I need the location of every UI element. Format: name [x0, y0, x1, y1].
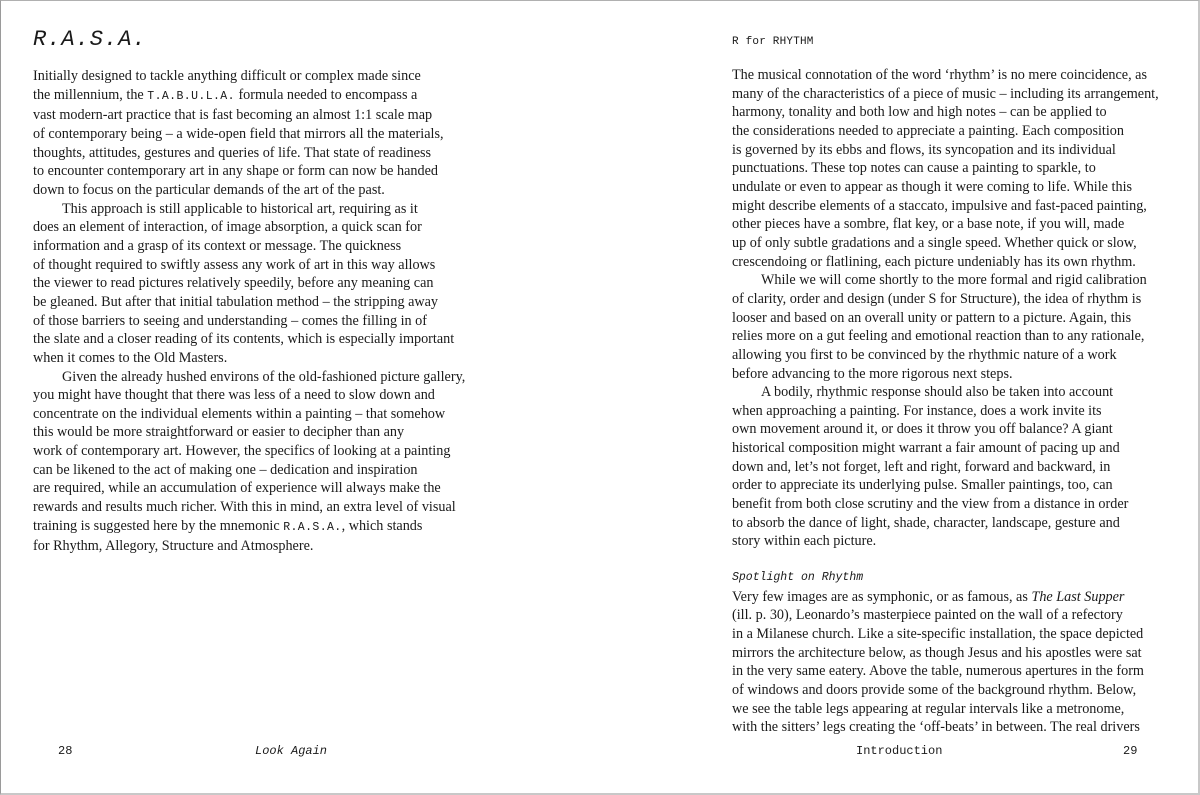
paragraph: [732, 66, 1164, 271]
text-line: the considerations needed to appreciate a painting. Each composition: [732, 122, 1124, 139]
text-line: looser and based on an overall unity or pattern to a picture. Again, this: [732, 309, 1132, 326]
text-line: be gleaned. But after that initial tabulation method – the stripping away: [33, 293, 439, 310]
page-number-right: 29: [1123, 744, 1138, 758]
text-line: concentrate on the individual elements within a painting – that somehow: [33, 405, 446, 422]
text-line: Very few images are as symphonic, or as famous, as The Last Supper: [732, 588, 1125, 605]
text-line: While we will come shortly to the more formal and rigid calibration: [761, 272, 1147, 289]
text-line: we see the table legs appearing at regular intervals like a metronome,: [732, 700, 1125, 717]
text-line: A bodily, rhythmic response should also be taken into account: [761, 384, 1114, 401]
text-line: in the very same eatery. Above the table, numerous apertures in the form: [732, 663, 1144, 680]
text-line: to encounter contemporary art in any shape or form can now be handed: [33, 163, 438, 180]
right-page: [601, 1, 1199, 794]
section-label: R for RHYTHM: [732, 36, 814, 48]
text-line: in a Milanese church. Like a site-specific installation, the space depicted: [732, 626, 1144, 643]
text-line: many of the characteristics of a piece of music – including its arrangement,: [732, 85, 1159, 102]
text-line: This approach is still applicable to historical art, requiring as it: [62, 200, 418, 217]
text-line: this would be more straightforward or easier to decipher than any: [33, 424, 405, 441]
text-line: of contemporary being – a wide-open field that mirrors all the materials,: [33, 125, 444, 142]
left-page-body: [33, 67, 473, 556]
mnemonic-acronym: T.A.B.U.L.A.: [147, 89, 235, 103]
text-line: can be likened to the act of making one – dedication and inspiration: [33, 461, 418, 478]
text-line: information and a grasp of its context or message. The quickness: [33, 237, 402, 254]
text-line: order to appreciate its underlying pulse. Smaller paintings, too, can: [732, 477, 1113, 494]
text-line: before advancing to the more rigorous next steps.: [732, 365, 1013, 382]
chapter-title: R.A.S.A.: [33, 27, 147, 52]
text-line: story within each picture.: [732, 533, 877, 550]
text-line: the slate and a closer reading of its contents, which is especially important: [33, 331, 455, 348]
text-line: Given the already hushed environs of the old-fashioned picture gallery,: [62, 368, 466, 385]
text-line: rewards and results much richer. With this in mind, an extra level of visual: [33, 499, 456, 516]
text-line: might describe elements of a staccato, impulsive and fast-paced painting,: [732, 197, 1147, 214]
text-line: of clarity, order and design (under S for Structure), the idea of rhythm is: [732, 290, 1142, 307]
paragraph: [33, 200, 473, 368]
text-line: of windows and doors provide some of the background rhythm. Below,: [732, 682, 1137, 698]
paragraph: [732, 383, 1164, 551]
text-line: harmony, tonality and both low and high notes – can be applied to: [732, 104, 1107, 121]
text-line: to absorb the dance of light, shade, character, landscape, gesture and: [732, 514, 1120, 531]
mnemonic-acronym: R.A.S.A.: [283, 520, 342, 534]
text-line: of thought required to swiftly assess any work of art in this way allows: [33, 256, 436, 273]
page-number-left: 28: [58, 744, 73, 758]
text-line: thoughts, attitudes, gestures and queries of life. That state of readiness: [33, 144, 432, 161]
text-line: mirrors the architecture below, as though Jesus and his apostles were sat: [732, 644, 1142, 661]
text-line: Initially designed to tackle anything difficult or complex made since: [33, 68, 421, 84]
text-line: relies more on a gut feeling and emotional reaction than to any rationale,: [732, 328, 1145, 345]
right-page-body: [732, 66, 1164, 737]
text-line: (ill. p. 30), Leonardo’s masterpiece painted on the wall of a refectory: [732, 607, 1123, 624]
text-line: vast modern-art practice that is fast becoming an almost 1:1 scale map: [33, 107, 433, 124]
running-head-chapter: Introduction: [856, 744, 943, 758]
artwork-title: The Last Supper: [1031, 588, 1125, 605]
text-line: work of contemporary art. However, the specifics of looking at a painting: [33, 443, 451, 460]
spotlight-heading: Spotlight on Rhythm: [732, 571, 864, 585]
paragraph: [33, 67, 473, 200]
text-line: training is suggested here by the mnemonic R.A.S.A., which stands: [33, 517, 423, 534]
text-line: The musical connotation of the word ‘rhythm’ is no mere coincidence, as: [732, 67, 1147, 83]
text-line: are required, while an accumulation of experience will always make the: [33, 480, 441, 497]
running-head-book-title: Look Again: [255, 744, 328, 758]
text-line: historical composition might warrant a fair amount of pacing up and: [732, 440, 1120, 457]
text-line: crescendoing or flatlining, each picture undeniably has its own rhythm.: [732, 253, 1136, 270]
text-line: down to focus on the particular demands of the art of the past.: [33, 181, 385, 198]
text-line: does an element of interaction, of image absorption, a quick scan for: [33, 219, 422, 236]
text-line: you might have thought that there was less of a need to slow down and: [33, 387, 435, 404]
spotlight-paragraph: [732, 588, 1164, 737]
text-line: undulate or even to appear as though it were coming to life. While this: [732, 178, 1133, 195]
paragraph: [33, 368, 473, 557]
text-line: when approaching a painting. For instance, does a work invite its: [732, 402, 1102, 419]
text-line: of those barriers to seeing and understanding – comes the filling in of: [33, 312, 428, 329]
text-line: allowing you first to be convinced by the rhythmic nature of a work: [732, 346, 1117, 363]
text-line: with the sitters’ legs creating the ‘off-beats’ in between. The real drivers: [732, 719, 1140, 736]
text-line: up of only subtle gradations and a single speed. Whether quick or slow,: [732, 234, 1137, 251]
text-line: other pieces have a sombre, flat key, or a base note, if you will, made: [732, 216, 1125, 233]
text-line: down and, let’s not forget, left and right, forward and backward, in: [732, 458, 1111, 475]
left-page: [1, 1, 601, 794]
text-line: the viewer to read pictures relatively speedily, before any meaning can: [33, 275, 434, 292]
text-line: punctuations. These top notes can cause a painting to sparkle, to: [732, 160, 1096, 177]
text-line: when it comes to the Old Masters.: [33, 349, 228, 366]
text-line: is governed by its ebbs and flows, its syncopation and its individual: [732, 141, 1116, 158]
text-line: benefit from both close scrutiny and the view from a distance in order: [732, 496, 1129, 513]
text-line: own movement around it, or does it throw you off balance? A giant: [732, 421, 1113, 438]
text-line: the millennium, the T.A.B.U.L.A. formula needed to encompass a: [33, 86, 418, 103]
paragraph: [732, 271, 1164, 383]
text-line: for Rhythm, Allegory, Structure and Atmosphere.: [33, 538, 314, 555]
